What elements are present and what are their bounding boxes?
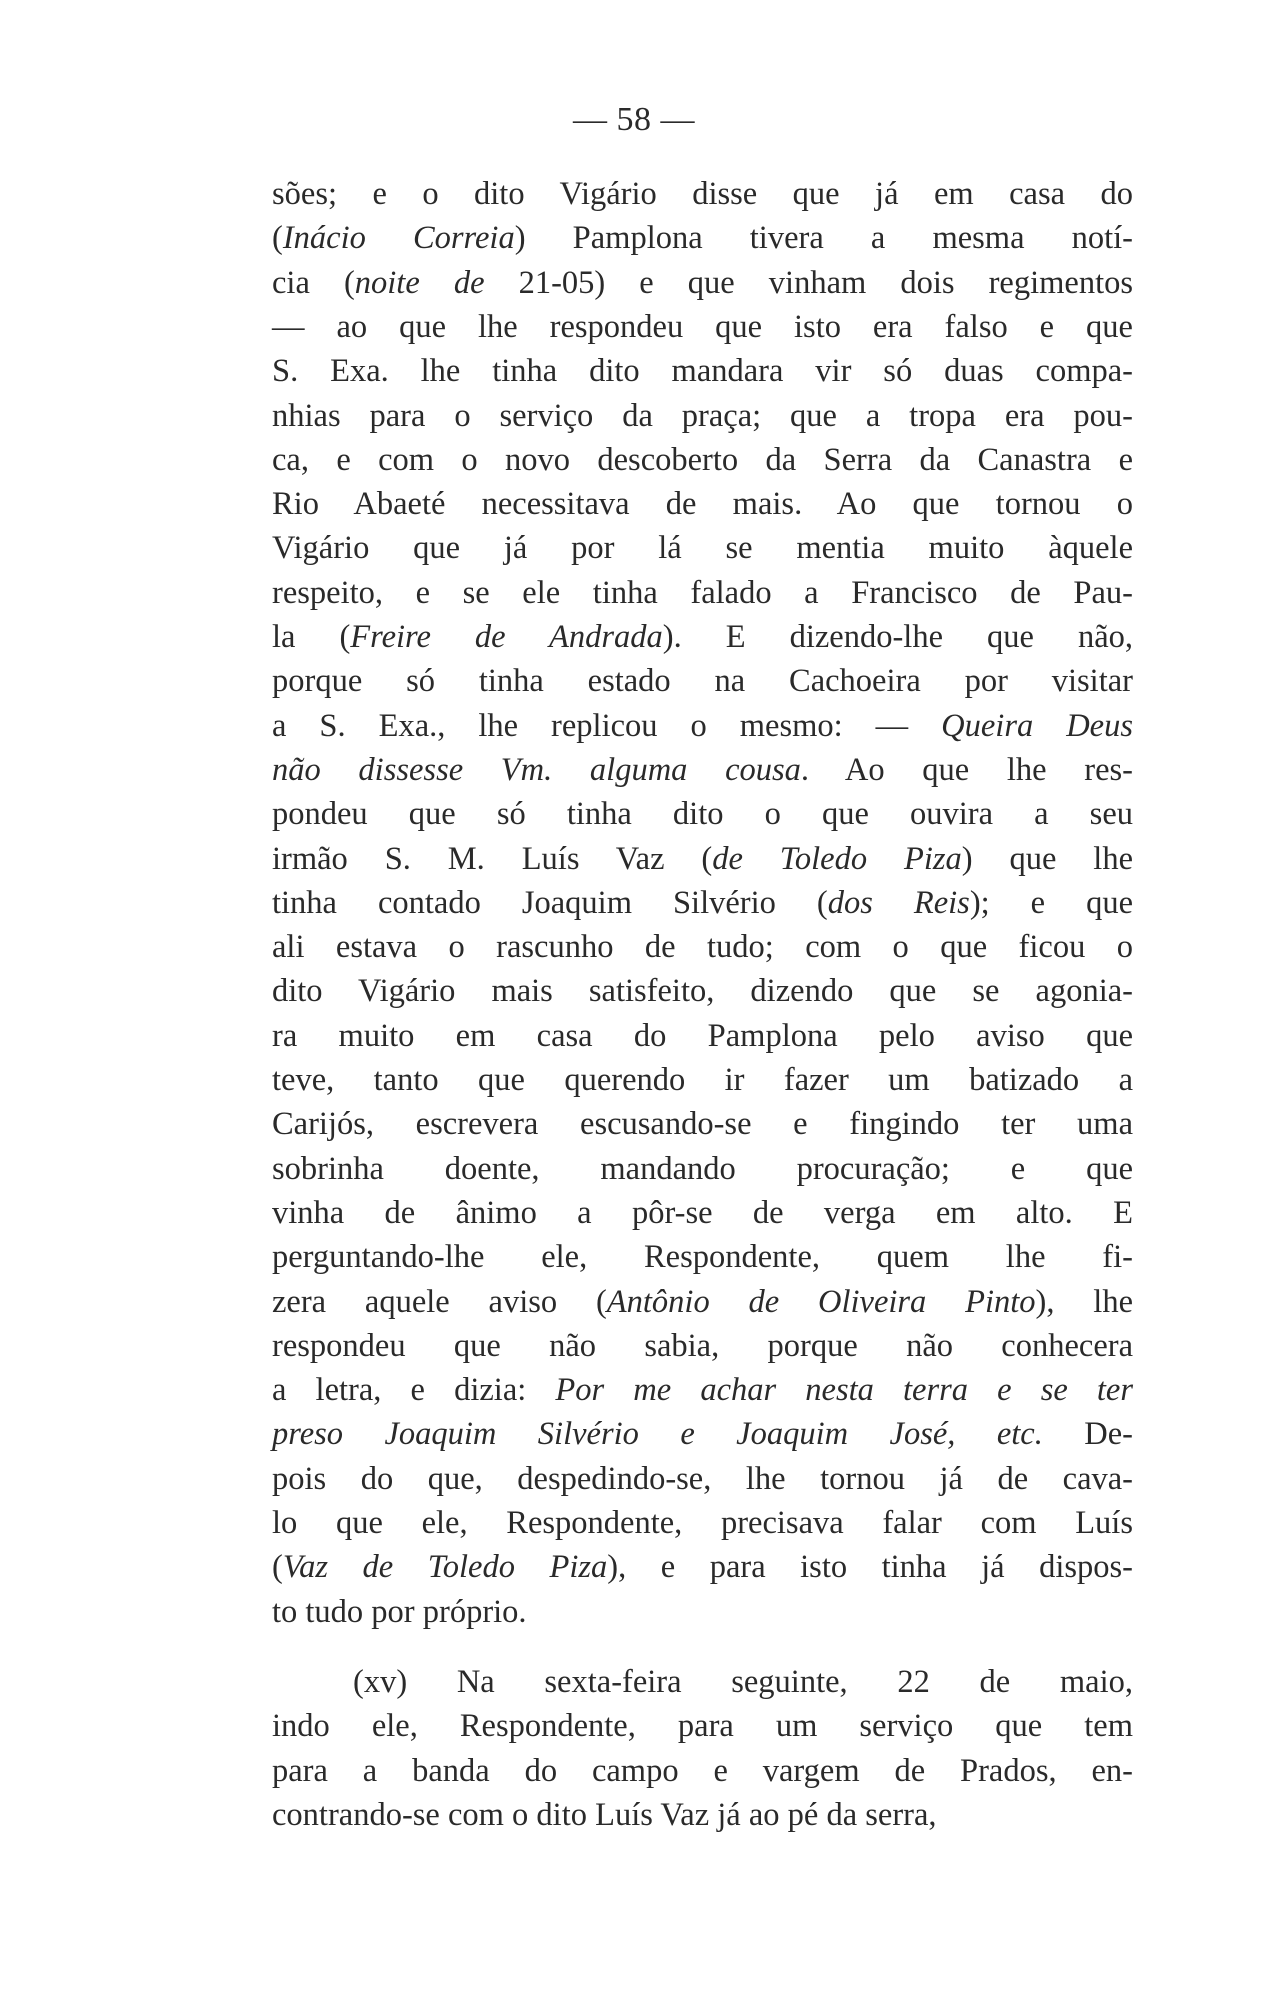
text-line-content (272, 1501, 1133, 1545)
text-line-content (272, 1545, 1133, 1589)
text-run: ( (272, 1549, 283, 1586)
text-run: pois do que, despedindo-se, lhe tornou já de cava- (272, 1460, 1133, 1497)
text-run: a S. Exa., lhe replicou o mesmo: — (272, 707, 942, 744)
text-run: la ( (272, 619, 351, 655)
text-line-content (272, 261, 1133, 305)
text-run: to tudo por próprio. (272, 1593, 527, 1630)
text-line-content (272, 748, 1133, 792)
text-line (272, 704, 1133, 748)
text-line (272, 438, 1133, 482)
text-line (272, 349, 1133, 393)
text-line (272, 526, 1133, 570)
text-line-content (272, 1014, 1133, 1058)
text-line (272, 394, 1133, 438)
text-run: Carijós, escrevera escusando-se e fingindo ter uma (272, 1106, 1133, 1143)
text-line (272, 261, 1133, 305)
text-run: ); e que (969, 884, 1134, 921)
text-line-content (272, 349, 1133, 393)
text-line (272, 1704, 1133, 1748)
text-run: perguntando-lhe ele, Respondente, quem lhe fi- (272, 1239, 1133, 1276)
text-line (272, 1324, 1133, 1368)
text-line-content (272, 1368, 1133, 1412)
text-line-content (272, 659, 1133, 703)
text-run: Rio Abaeté necessitava de mais. Ao que tornou o (272, 486, 1133, 523)
text-run: irmão S. M. Luís Vaz ( (272, 840, 713, 877)
text-line (272, 1457, 1133, 1501)
italic-text: preso Joaquim Silvério e Joaquim José, etc. (272, 1416, 1043, 1453)
text-run: vinha de ânimo a pôr-se de verga em alto. E (272, 1194, 1133, 1231)
italic-text: Antônio de Oliveira Pinto (606, 1283, 1036, 1320)
text-line-content (272, 1058, 1133, 1102)
text-run: ali estava o rascunho de tudo; com o que ficou o (272, 929, 1133, 966)
text-line (272, 216, 1133, 260)
text-line-content (272, 1235, 1133, 1279)
text-line (272, 1749, 1133, 1793)
text-line-content (272, 1590, 1133, 1634)
text-line (272, 1191, 1133, 1235)
text-line-content (272, 615, 1133, 659)
italic-text: não dissesse Vm. alguma cousa (272, 751, 801, 788)
text-run: sobrinha doente, mandando procuração; e que (272, 1150, 1133, 1187)
text-line-content (272, 837, 1133, 881)
text-line-content (272, 1412, 1133, 1456)
text-line-content (272, 704, 1133, 748)
text-line (272, 1545, 1133, 1589)
italic-text: Por me achar nesta terra e se ter (555, 1372, 1133, 1409)
text-line (272, 1501, 1133, 1545)
text-line (272, 1102, 1133, 1146)
text-run: ca, e com o novo descoberto da Serra da Canastra e (272, 441, 1133, 478)
text-line (272, 615, 1133, 659)
text-line (272, 1014, 1133, 1058)
text-line (272, 659, 1133, 703)
text-line-content (272, 172, 1133, 216)
text-line (272, 1280, 1133, 1324)
italic-text: noite de (354, 264, 485, 301)
text-run: porque só tinha estado na Cachoeira por visitar (272, 663, 1133, 700)
text-line (272, 305, 1133, 349)
italic-text: dos Reis (827, 884, 970, 921)
text-run: teve, tanto que querendo ir fazer um batizado a (272, 1062, 1133, 1098)
text-run: para a banda do campo e vargem de Prados, en- (272, 1752, 1133, 1789)
text-line (272, 571, 1133, 615)
text-line (272, 1590, 1133, 1634)
text-line-content (272, 925, 1133, 969)
text-line-content (272, 438, 1133, 482)
text-run: — ao que lhe respondeu que isto era falso e que (272, 308, 1133, 345)
text-run: lo que ele, Respondente, precisava falar com Luís (272, 1505, 1133, 1541)
text-line (272, 837, 1133, 881)
text-line (272, 1147, 1133, 1191)
text-run: a letra, e dizia: (272, 1372, 556, 1409)
text-line (353, 1660, 1133, 1704)
text-line-content (272, 969, 1133, 1013)
text-line (272, 172, 1133, 216)
text-run: pondeu que só tinha dito o que ouvira a seu (272, 796, 1133, 833)
text-line (272, 1368, 1133, 1412)
text-line (272, 748, 1133, 792)
italic-text: Queira Deus (941, 707, 1133, 744)
text-line-content (272, 1191, 1133, 1235)
text-line-content (272, 1280, 1133, 1324)
text-line-content (272, 1793, 1133, 1837)
text-line (272, 969, 1133, 1013)
italic-text: Vaz de Toledo Piza (282, 1549, 608, 1586)
text-line (272, 1412, 1133, 1456)
text-run: ), e para isto tinha já dispos- (607, 1549, 1134, 1586)
text-line (272, 792, 1133, 836)
italic-text: de Toledo Piza (712, 840, 962, 877)
text-run: dito Vigário mais satisfeito, dizendo que se agonia- (272, 973, 1133, 1010)
page-number: — 58 — (573, 101, 695, 138)
text-line-content (272, 305, 1133, 349)
text-run: (xv) Na sexta-feira seguinte, 22 de maio, (353, 1663, 1133, 1700)
text-line (272, 1058, 1133, 1102)
text-run: . Ao que lhe res- (800, 751, 1133, 788)
text-run: zera aquele aviso ( (272, 1283, 607, 1320)
text-line-content (353, 1660, 1133, 1704)
text-line-content (272, 1102, 1133, 1146)
text-line-content (272, 394, 1133, 438)
text-run: contrando-se com o dito Luís Vaz já ao pé da serra, (272, 1796, 937, 1833)
text-line (272, 1793, 1133, 1837)
text-run: S. Exa. lhe tinha dito mandara vir só duas compa- (272, 353, 1133, 390)
text-run: ra muito em casa do Pamplona pelo aviso que (272, 1017, 1133, 1054)
text-run: respeito, e se ele tinha falado a Francisco de Pau- (272, 574, 1133, 611)
text-line-content (272, 792, 1133, 836)
text-run: indo ele, Respondente, para um serviço que tem (272, 1708, 1133, 1745)
text-run: ) que lhe (961, 840, 1133, 877)
text-run: Vigário que já por lá se mentia muito àquele (272, 530, 1133, 567)
text-run: ( (272, 220, 283, 257)
text-line-content (272, 1324, 1133, 1368)
text-run: ), lhe (1035, 1283, 1133, 1320)
text-line-content (272, 1704, 1133, 1748)
italic-text: Inácio Correia (282, 220, 515, 257)
text-run: De- (1042, 1416, 1133, 1453)
text-line-content (272, 571, 1133, 615)
italic-text: Freire de Andrada (350, 619, 663, 655)
text-run: nhias para o serviço da praça; que a tropa era pou- (272, 397, 1133, 434)
text-line-content (272, 526, 1133, 570)
text-run: cia ( (272, 264, 355, 301)
text-line-content (272, 482, 1133, 526)
text-line (272, 482, 1133, 526)
text-line-content (272, 1147, 1133, 1191)
text-run: ). E dizendo-lhe que não, (662, 619, 1134, 655)
text-line (272, 881, 1133, 925)
text-run: 21-05) e que vinham dois regimentos (484, 264, 1133, 301)
text-run: ) Pamplona tivera a mesma notí- (514, 220, 1134, 257)
text-line (272, 925, 1133, 969)
text-run: sões; e o dito Vigário disse que já em casa do (272, 176, 1133, 212)
text-run: tinha contado Joaquim Silvério ( (272, 884, 828, 921)
text-run: respondeu que não sabia, porque não conhecera (272, 1327, 1133, 1364)
text-line-content (272, 1749, 1133, 1793)
text-line-content (272, 1457, 1133, 1501)
text-line-content (272, 881, 1133, 925)
text-line-content (272, 216, 1133, 260)
text-line (272, 1235, 1133, 1279)
